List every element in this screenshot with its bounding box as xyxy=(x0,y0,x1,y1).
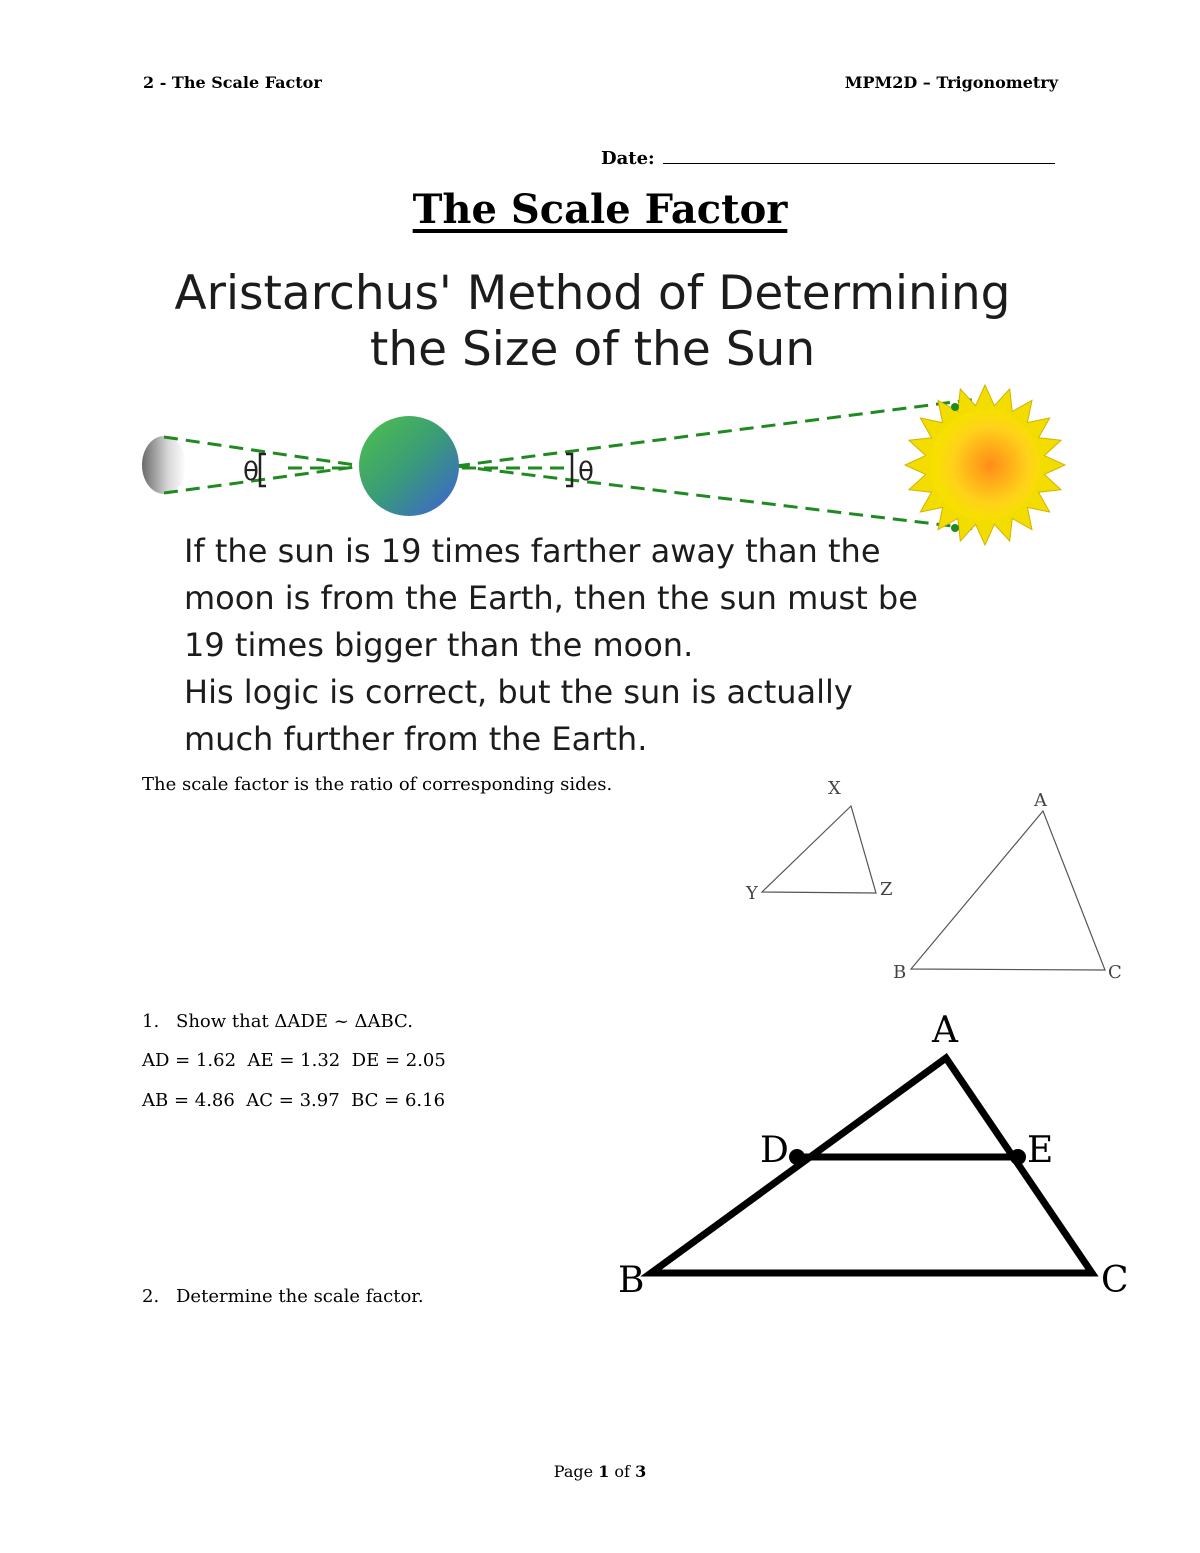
aristarchus-line: moon is from the Earth, then the sun must be xyxy=(184,579,918,617)
vertex-y-label: Y xyxy=(746,883,758,904)
sun xyxy=(930,410,1040,520)
page-total: 3 xyxy=(635,1462,647,1481)
page-footer: Page 1 of 3 xyxy=(553,1462,647,1481)
sight-lines xyxy=(164,398,985,530)
question-2 xyxy=(142,1286,424,1307)
aristarchus-title-line1: Aristarchus' Method of Determining xyxy=(174,266,1011,321)
question-1-measures-large: AB = 4.86 AC = 3.97 BC = 6.16 xyxy=(142,1090,446,1111)
triangle-abc-large xyxy=(651,1058,1092,1273)
question-2-text: Determine the scale factor. xyxy=(176,1286,424,1307)
moon-angle-bracket xyxy=(260,454,266,486)
triangle-abc xyxy=(911,811,1105,970)
date-label: Date: xyxy=(601,148,655,169)
point-d xyxy=(789,1149,805,1165)
question-1-measures-small: AD = 1.62 AE = 1.32 DE = 2.05 xyxy=(142,1050,446,1071)
sun-angle-label: θ xyxy=(578,457,594,487)
question-1-number: 1. xyxy=(142,1011,160,1032)
aristarchus-line: much further from the Earth. xyxy=(184,720,648,758)
header-left: 2 - The Scale Factor xyxy=(143,73,322,92)
vertex-b-label: B xyxy=(893,962,907,983)
sun-top-marker xyxy=(951,403,959,411)
big-vertex-d-label: D xyxy=(760,1130,789,1171)
earth xyxy=(359,416,459,516)
vertex-z-label: Z xyxy=(880,879,893,900)
page-number: 1 xyxy=(598,1462,610,1481)
vertex-c-label: C xyxy=(1108,962,1122,983)
question-1 xyxy=(142,1011,413,1032)
vertex-a-label: A xyxy=(1034,790,1047,811)
question-1-text: Show that ΔADE ~ ΔABC. xyxy=(176,1011,413,1032)
moon-angle-label: θ xyxy=(243,457,259,487)
point-e xyxy=(1010,1149,1026,1165)
scale-factor-definition: The scale factor is the ratio of corresponding sides. xyxy=(142,774,613,795)
triangle-xyz xyxy=(762,806,876,893)
moon xyxy=(142,436,186,494)
vertex-x-label: X xyxy=(828,778,841,799)
sun-angle-bracket xyxy=(566,454,572,486)
big-vertex-c-label: C xyxy=(1101,1260,1129,1301)
header-right: MPM2D – Trigonometry xyxy=(844,73,1058,92)
big-vertex-b-label: B xyxy=(618,1260,645,1301)
page-title: The Scale Factor xyxy=(412,186,788,233)
question-2-number: 2. xyxy=(142,1286,160,1307)
aristarchus-line: His logic is correct, but the sun is actually xyxy=(184,673,853,711)
aristarchus-line: If the sun is 19 times farther away than the xyxy=(184,532,881,570)
big-vertex-a-label: A xyxy=(932,1010,958,1051)
aristarchus-title-line2: the Size of the Sun xyxy=(369,322,816,377)
aristarchus-explanation xyxy=(184,528,984,763)
big-vertex-e-label: E xyxy=(1027,1130,1054,1171)
aristarchus-line: 19 times bigger than the moon. xyxy=(184,626,694,664)
